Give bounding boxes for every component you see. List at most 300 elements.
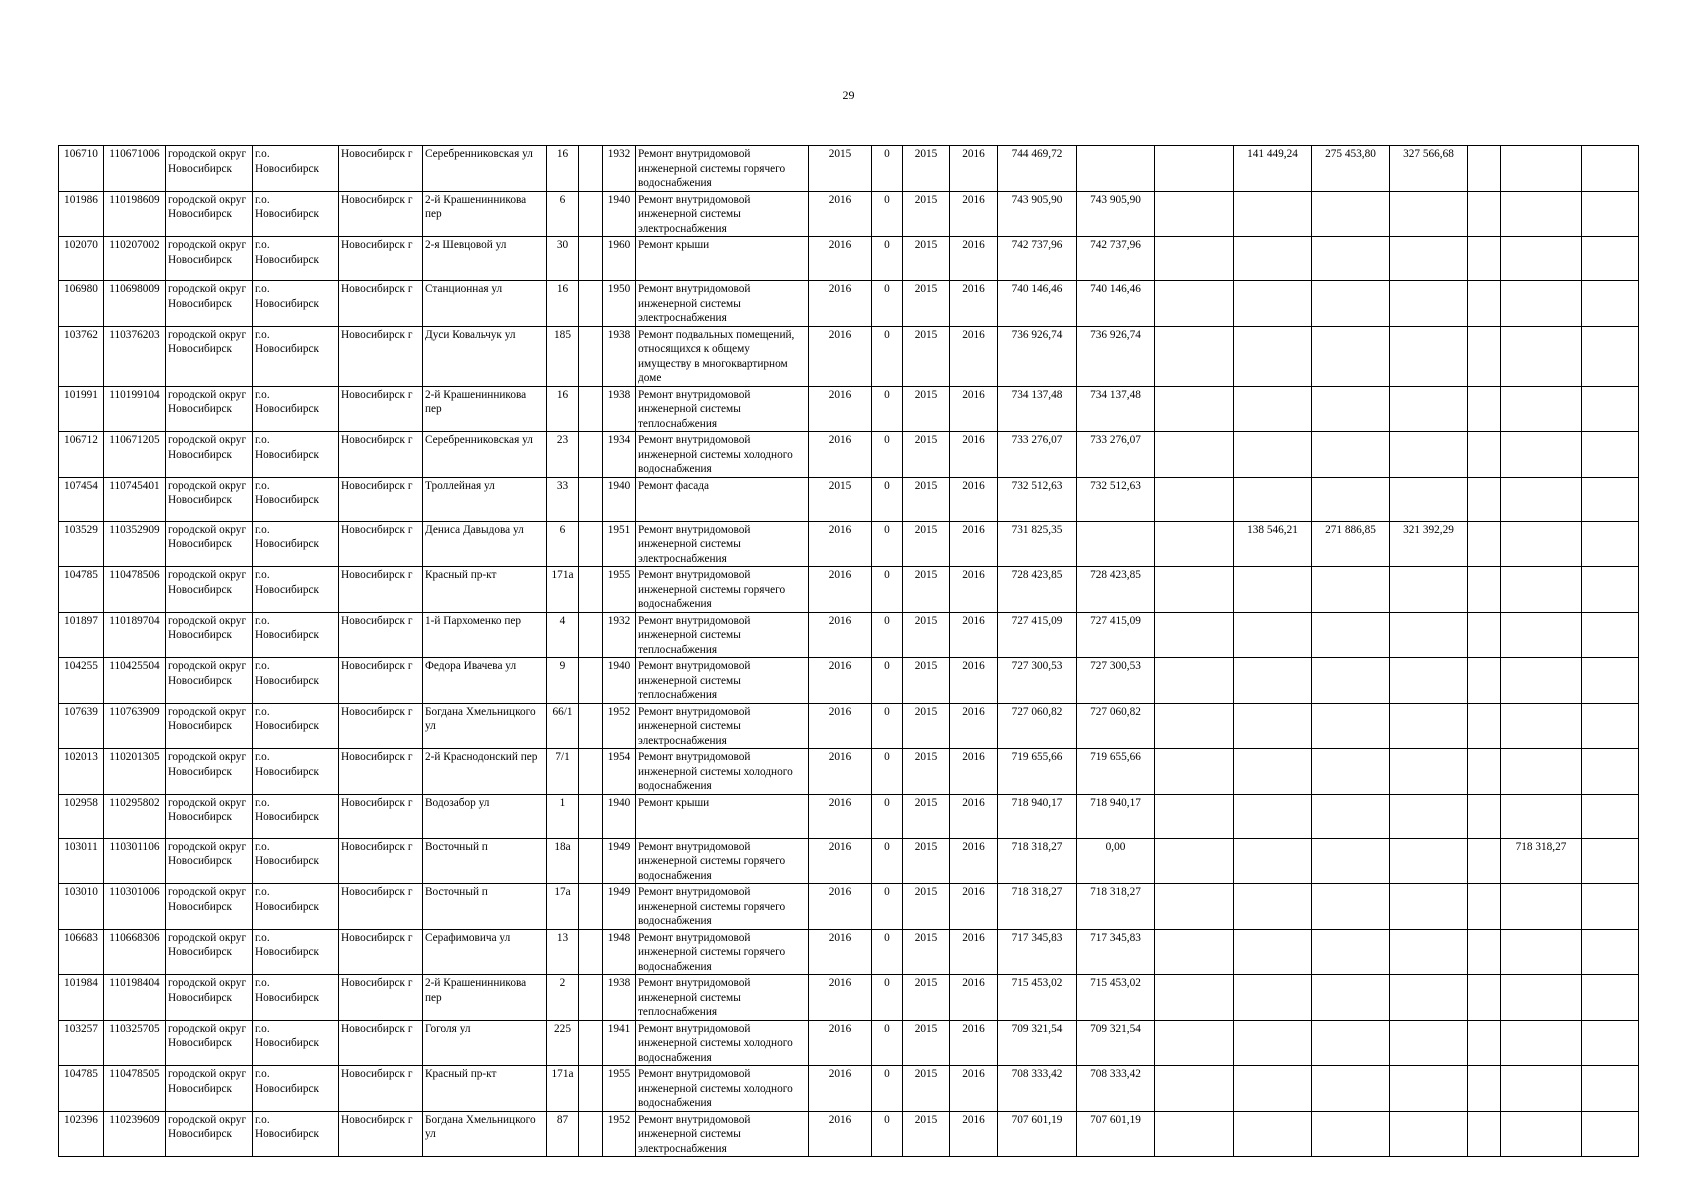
cell-start-year: 2015	[903, 884, 950, 930]
cell-street: 2-й Краснодонский пер	[423, 749, 547, 795]
cell-amount4	[1312, 1111, 1390, 1157]
cell-amount5	[1390, 191, 1468, 237]
cell-amount6	[1468, 794, 1501, 838]
cell-house: 23	[547, 432, 579, 478]
cell-amount1: 0,00	[1077, 838, 1155, 884]
cell-plan-year: 2016	[809, 567, 872, 613]
cell-work: Ремонт внутридомовой инженерной системы электроснабжения	[636, 703, 809, 749]
cell-work: Ремонт внутридомовой инженерной системы холодного водоснабжения	[636, 1066, 809, 1112]
cell-work: Ремонт внутридомовой инженерной системы теплоснабжения	[636, 658, 809, 704]
cell-code: 110478505	[104, 1066, 166, 1112]
cell-end-year: 2016	[950, 884, 998, 930]
cell-amount1: 709 321,54	[1077, 1020, 1155, 1066]
cell-year-built: 1950	[603, 281, 636, 327]
table-row	[59, 281, 1639, 327]
cell-city: Новосибирск г	[339, 146, 423, 192]
cell-amount6	[1468, 477, 1501, 521]
cell-amount8	[1582, 975, 1639, 1021]
cell-work: Ремонт внутридомовой инженерной системы холодного водоснабжения	[636, 749, 809, 795]
cell-amount1: 727 060,82	[1077, 703, 1155, 749]
cell-flag: 0	[872, 146, 903, 192]
cell-district: городской округ Новосибирск	[166, 432, 253, 478]
cell-amount5	[1390, 432, 1468, 478]
cell-amount8	[1582, 1020, 1639, 1066]
cell-amount1: 727 300,53	[1077, 658, 1155, 704]
cell-amount8	[1582, 794, 1639, 838]
cell-district: городской округ Новосибирск	[166, 703, 253, 749]
cell-city: Новосибирск г	[339, 1066, 423, 1112]
cell-amount2	[1155, 432, 1234, 478]
cell-amount5	[1390, 929, 1468, 975]
cell-amount5	[1390, 794, 1468, 838]
cell-amount5	[1390, 1111, 1468, 1157]
cell-work: Ремонт внутридомовой инженерной системы горячего водоснабжения	[636, 146, 809, 192]
cell-amount2	[1155, 838, 1234, 884]
cell-amount6	[1468, 432, 1501, 478]
table-row	[59, 146, 1639, 192]
cell-amount2	[1155, 567, 1234, 613]
cell-amount8	[1582, 386, 1639, 432]
cell-end-year: 2016	[950, 477, 998, 521]
table-row	[59, 432, 1639, 478]
cell-code: 110301106	[104, 838, 166, 884]
cell-city: Новосибирск г	[339, 703, 423, 749]
cell-flag: 0	[872, 281, 903, 327]
cell-id: 107639	[59, 703, 104, 749]
cell-street: 2-й Крашенинникова пер	[423, 975, 547, 1021]
cell-work: Ремонт крыши	[636, 237, 809, 281]
cell-flag: 0	[872, 1020, 903, 1066]
cell-flag: 0	[872, 432, 903, 478]
cell-amount7	[1501, 1066, 1582, 1112]
cell-amount6	[1468, 386, 1501, 432]
cell-start-year: 2015	[903, 703, 950, 749]
cell-amount7	[1501, 477, 1582, 521]
cell-start-year: 2015	[903, 794, 950, 838]
table-row	[59, 1020, 1639, 1066]
cell-start-year: 2015	[903, 567, 950, 613]
cell-code: 110671006	[104, 146, 166, 192]
cell-amount2	[1155, 794, 1234, 838]
cell-plan-year: 2016	[809, 281, 872, 327]
cell-street: 2-й Крашенинникова пер	[423, 386, 547, 432]
cell-municipality: г.о. Новосибирск	[253, 521, 339, 567]
cell-plan-year: 2016	[809, 521, 872, 567]
cell-amount6	[1468, 281, 1501, 327]
cell-municipality: г.о. Новосибирск	[253, 658, 339, 704]
cell-street: 2-й Крашенинникова пер	[423, 191, 547, 237]
cell-start-year: 2015	[903, 237, 950, 281]
cell-total: 709 321,54	[998, 1020, 1077, 1066]
cell-amount3	[1234, 838, 1312, 884]
cell-amount5	[1390, 838, 1468, 884]
cell-district: городской округ Новосибирск	[166, 794, 253, 838]
cell-amount7	[1501, 884, 1582, 930]
cell-amount3	[1234, 749, 1312, 795]
cell-year-built: 1955	[603, 567, 636, 613]
cell-id: 101991	[59, 386, 104, 432]
cell-amount1: 734 137,48	[1077, 386, 1155, 432]
cell-amount3: 141 449,24	[1234, 146, 1312, 192]
cell-work: Ремонт фасада	[636, 477, 809, 521]
cell-amount4	[1312, 612, 1390, 658]
cell-amount7	[1501, 191, 1582, 237]
cell-flag: 0	[872, 838, 903, 884]
cell-total: 740 146,46	[998, 281, 1077, 327]
cell-flag: 0	[872, 386, 903, 432]
cell-flag: 0	[872, 929, 903, 975]
cell-amount4	[1312, 567, 1390, 613]
cell-code: 110376203	[104, 326, 166, 386]
cell-amount6	[1468, 658, 1501, 704]
cell-city: Новосибирск г	[339, 521, 423, 567]
cell-amount3	[1234, 703, 1312, 749]
cell-amount7	[1501, 521, 1582, 567]
cell-amount1: 736 926,74	[1077, 326, 1155, 386]
cell-total: 744 469,72	[998, 146, 1077, 192]
cell-block	[579, 567, 603, 613]
cell-block	[579, 386, 603, 432]
cell-year-built: 1940	[603, 794, 636, 838]
cell-total: 743 905,90	[998, 191, 1077, 237]
cell-end-year: 2016	[950, 1066, 998, 1112]
cell-amount6	[1468, 703, 1501, 749]
cell-amount5	[1390, 658, 1468, 704]
cell-amount6	[1468, 191, 1501, 237]
cell-amount1: 740 146,46	[1077, 281, 1155, 327]
cell-id: 102396	[59, 1111, 104, 1157]
cell-amount2	[1155, 612, 1234, 658]
cell-year-built: 1932	[603, 612, 636, 658]
cell-id: 106710	[59, 146, 104, 192]
cell-start-year: 2015	[903, 386, 950, 432]
cell-flag: 0	[872, 884, 903, 930]
cell-code: 110189704	[104, 612, 166, 658]
cell-house: 171а	[547, 567, 579, 613]
cell-id: 104255	[59, 658, 104, 704]
cell-year-built: 1938	[603, 326, 636, 386]
cell-plan-year: 2016	[809, 612, 872, 658]
cell-block	[579, 432, 603, 478]
cell-id: 106980	[59, 281, 104, 327]
cell-end-year: 2016	[950, 237, 998, 281]
cell-year-built: 1941	[603, 1020, 636, 1066]
cell-id: 103257	[59, 1020, 104, 1066]
cell-street: Восточный п	[423, 884, 547, 930]
cell-year-built: 1938	[603, 975, 636, 1021]
cell-amount6	[1468, 838, 1501, 884]
cell-amount7	[1501, 281, 1582, 327]
cell-total: 718 940,17	[998, 794, 1077, 838]
cell-work: Ремонт внутридомовой инженерной системы холодного водоснабжения	[636, 1020, 809, 1066]
cell-municipality: г.о. Новосибирск	[253, 326, 339, 386]
cell-amount5	[1390, 749, 1468, 795]
cell-city: Новосибирск г	[339, 432, 423, 478]
cell-amount4	[1312, 386, 1390, 432]
cell-municipality: г.о. Новосибирск	[253, 1020, 339, 1066]
cell-end-year: 2016	[950, 281, 998, 327]
cell-district: городской округ Новосибирск	[166, 929, 253, 975]
cell-code: 110201305	[104, 749, 166, 795]
cell-work: Ремонт внутридомовой инженерной системы электроснабжения	[636, 191, 809, 237]
cell-amount2	[1155, 703, 1234, 749]
table-row	[59, 477, 1639, 521]
cell-house: 87	[547, 1111, 579, 1157]
cell-flag: 0	[872, 521, 903, 567]
cell-district: городской округ Новосибирск	[166, 146, 253, 192]
cell-amount7	[1501, 567, 1582, 613]
cell-house: 16	[547, 281, 579, 327]
cell-block	[579, 1066, 603, 1112]
cell-city: Новосибирск г	[339, 191, 423, 237]
cell-house: 18а	[547, 838, 579, 884]
cell-city: Новосибирск г	[339, 281, 423, 327]
cell-amount5	[1390, 975, 1468, 1021]
cell-municipality: г.о. Новосибирск	[253, 884, 339, 930]
cell-district: городской округ Новосибирск	[166, 612, 253, 658]
cell-id: 101984	[59, 975, 104, 1021]
cell-amount7	[1501, 326, 1582, 386]
cell-municipality: г.о. Новосибирск	[253, 237, 339, 281]
cell-city: Новосибирск г	[339, 749, 423, 795]
cell-amount8	[1582, 658, 1639, 704]
cell-end-year: 2016	[950, 929, 998, 975]
cell-id: 106683	[59, 929, 104, 975]
repair-registry-table	[58, 145, 1639, 1157]
cell-year-built: 1940	[603, 191, 636, 237]
cell-end-year: 2016	[950, 191, 998, 237]
cell-amount8	[1582, 432, 1639, 478]
cell-plan-year: 2016	[809, 1066, 872, 1112]
cell-amount4	[1312, 658, 1390, 704]
cell-house: 16	[547, 386, 579, 432]
cell-house: 13	[547, 929, 579, 975]
table-row	[59, 567, 1639, 613]
cell-id: 101986	[59, 191, 104, 237]
cell-end-year: 2016	[950, 1020, 998, 1066]
cell-amount7	[1501, 794, 1582, 838]
cell-id: 104785	[59, 1066, 104, 1112]
cell-year-built: 1952	[603, 1111, 636, 1157]
cell-plan-year: 2016	[809, 884, 872, 930]
cell-house: 9	[547, 658, 579, 704]
cell-amount4	[1312, 237, 1390, 281]
cell-work: Ремонт подвальных помещений, относящихся к общему имуществу в многоквартирном доме	[636, 326, 809, 386]
cell-start-year: 2015	[903, 612, 950, 658]
cell-district: городской округ Новосибирск	[166, 838, 253, 884]
cell-amount6	[1468, 567, 1501, 613]
cell-year-built: 1938	[603, 386, 636, 432]
cell-municipality: г.о. Новосибирск	[253, 281, 339, 327]
cell-work: Ремонт внутридомовой инженерной системы горячего водоснабжения	[636, 884, 809, 930]
cell-amount7	[1501, 975, 1582, 1021]
cell-house: 17а	[547, 884, 579, 930]
cell-amount8	[1582, 477, 1639, 521]
cell-total: 718 318,27	[998, 838, 1077, 884]
cell-amount4	[1312, 975, 1390, 1021]
cell-plan-year: 2016	[809, 1020, 872, 1066]
cell-house: 171а	[547, 1066, 579, 1112]
cell-code: 110671205	[104, 432, 166, 478]
cell-amount4	[1312, 281, 1390, 327]
cell-work: Ремонт внутридомовой инженерной системы теплоснабжения	[636, 975, 809, 1021]
cell-amount8	[1582, 929, 1639, 975]
cell-amount4	[1312, 838, 1390, 884]
cell-start-year: 2015	[903, 1111, 950, 1157]
cell-amount1: 732 512,63	[1077, 477, 1155, 521]
cell-amount5	[1390, 567, 1468, 613]
cell-end-year: 2016	[950, 703, 998, 749]
cell-amount4	[1312, 1066, 1390, 1112]
cell-street: Красный пр-кт	[423, 567, 547, 613]
table-row	[59, 749, 1639, 795]
table-row	[59, 703, 1639, 749]
cell-start-year: 2015	[903, 1020, 950, 1066]
cell-amount1: 719 655,66	[1077, 749, 1155, 795]
cell-block	[579, 281, 603, 327]
cell-district: городской округ Новосибирск	[166, 281, 253, 327]
cell-street: 1-й Пархоменко пер	[423, 612, 547, 658]
table-row	[59, 1111, 1639, 1157]
table-row	[59, 191, 1639, 237]
cell-block	[579, 237, 603, 281]
cell-end-year: 2016	[950, 658, 998, 704]
cell-municipality: г.о. Новосибирск	[253, 703, 339, 749]
cell-amount8	[1582, 281, 1639, 327]
cell-amount5	[1390, 477, 1468, 521]
cell-id: 102958	[59, 794, 104, 838]
cell-amount4	[1312, 477, 1390, 521]
cell-amount2	[1155, 749, 1234, 795]
cell-end-year: 2016	[950, 749, 998, 795]
table-row	[59, 975, 1639, 1021]
cell-end-year: 2016	[950, 146, 998, 192]
cell-district: городской округ Новосибирск	[166, 658, 253, 704]
cell-amount8	[1582, 146, 1639, 192]
cell-year-built: 1934	[603, 432, 636, 478]
cell-amount8	[1582, 567, 1639, 613]
cell-amount3	[1234, 929, 1312, 975]
cell-total: 715 453,02	[998, 975, 1077, 1021]
cell-amount6	[1468, 612, 1501, 658]
cell-street: 2-я Шевцовой ул	[423, 237, 547, 281]
cell-district: городской округ Новосибирск	[166, 1066, 253, 1112]
cell-amount3	[1234, 975, 1312, 1021]
cell-flag: 0	[872, 658, 903, 704]
cell-amount3	[1234, 1020, 1312, 1066]
cell-total: 732 512,63	[998, 477, 1077, 521]
cell-amount5	[1390, 1066, 1468, 1112]
cell-district: городской округ Новосибирск	[166, 567, 253, 613]
cell-amount7	[1501, 1020, 1582, 1066]
cell-code: 110352909	[104, 521, 166, 567]
cell-street: Серебренниковская ул	[423, 432, 547, 478]
cell-end-year: 2016	[950, 432, 998, 478]
cell-amount2	[1155, 477, 1234, 521]
cell-amount4	[1312, 884, 1390, 930]
cell-amount6	[1468, 1111, 1501, 1157]
cell-district: городской округ Новосибирск	[166, 386, 253, 432]
table-row	[59, 521, 1639, 567]
cell-amount4: 275 453,80	[1312, 146, 1390, 192]
cell-municipality: г.о. Новосибирск	[253, 477, 339, 521]
cell-amount3: 138 546,21	[1234, 521, 1312, 567]
cell-start-year: 2015	[903, 749, 950, 795]
page-number: 29	[842, 88, 855, 102]
cell-end-year: 2016	[950, 612, 998, 658]
cell-start-year: 2015	[903, 281, 950, 327]
cell-flag: 0	[872, 1066, 903, 1112]
cell-street: Серафимовича ул	[423, 929, 547, 975]
cell-municipality: г.о. Новосибирск	[253, 838, 339, 884]
cell-street: Станционная ул	[423, 281, 547, 327]
cell-amount8	[1582, 749, 1639, 795]
cell-amount5	[1390, 281, 1468, 327]
cell-work: Ремонт внутридомовой инженерной системы горячего водоснабжения	[636, 838, 809, 884]
cell-city: Новосибирск г	[339, 477, 423, 521]
cell-amount1: 718 940,17	[1077, 794, 1155, 838]
cell-id: 102013	[59, 749, 104, 795]
cell-flag: 0	[872, 477, 903, 521]
cell-block	[579, 929, 603, 975]
cell-id: 107454	[59, 477, 104, 521]
cell-amount6	[1468, 1020, 1501, 1066]
cell-code: 110295802	[104, 794, 166, 838]
cell-code: 110301006	[104, 884, 166, 930]
cell-street: Дениса Давыдова ул	[423, 521, 547, 567]
cell-amount3	[1234, 432, 1312, 478]
cell-city: Новосибирск г	[339, 1020, 423, 1066]
cell-city: Новосибирск г	[339, 838, 423, 884]
cell-code: 110199104	[104, 386, 166, 432]
cell-amount8	[1582, 703, 1639, 749]
cell-district: городской округ Новосибирск	[166, 1111, 253, 1157]
cell-block	[579, 326, 603, 386]
cell-plan-year: 2016	[809, 432, 872, 478]
cell-street: Троллейная ул	[423, 477, 547, 521]
cell-year-built: 1940	[603, 477, 636, 521]
cell-amount8	[1582, 237, 1639, 281]
cell-municipality: г.о. Новосибирск	[253, 386, 339, 432]
cell-amount1	[1077, 146, 1155, 192]
cell-block	[579, 884, 603, 930]
cell-amount5: 321 392,29	[1390, 521, 1468, 567]
cell-block	[579, 749, 603, 795]
cell-block	[579, 146, 603, 192]
cell-city: Новосибирск г	[339, 386, 423, 432]
cell-house: 66/1	[547, 703, 579, 749]
cell-house: 2	[547, 975, 579, 1021]
cell-block	[579, 703, 603, 749]
table-row	[59, 326, 1639, 386]
cell-amount2	[1155, 237, 1234, 281]
cell-block	[579, 521, 603, 567]
cell-year-built: 1955	[603, 1066, 636, 1112]
cell-amount1: 743 905,90	[1077, 191, 1155, 237]
cell-block	[579, 838, 603, 884]
cell-street: Красный пр-кт	[423, 1066, 547, 1112]
cell-flag: 0	[872, 749, 903, 795]
cell-amount3	[1234, 237, 1312, 281]
cell-house: 7/1	[547, 749, 579, 795]
cell-plan-year: 2016	[809, 838, 872, 884]
table-row	[59, 884, 1639, 930]
cell-amount3	[1234, 326, 1312, 386]
cell-code: 110745401	[104, 477, 166, 521]
cell-work: Ремонт внутридомовой инженерной системы холодного водоснабжения	[636, 432, 809, 478]
cell-amount6	[1468, 326, 1501, 386]
cell-plan-year: 2015	[809, 477, 872, 521]
